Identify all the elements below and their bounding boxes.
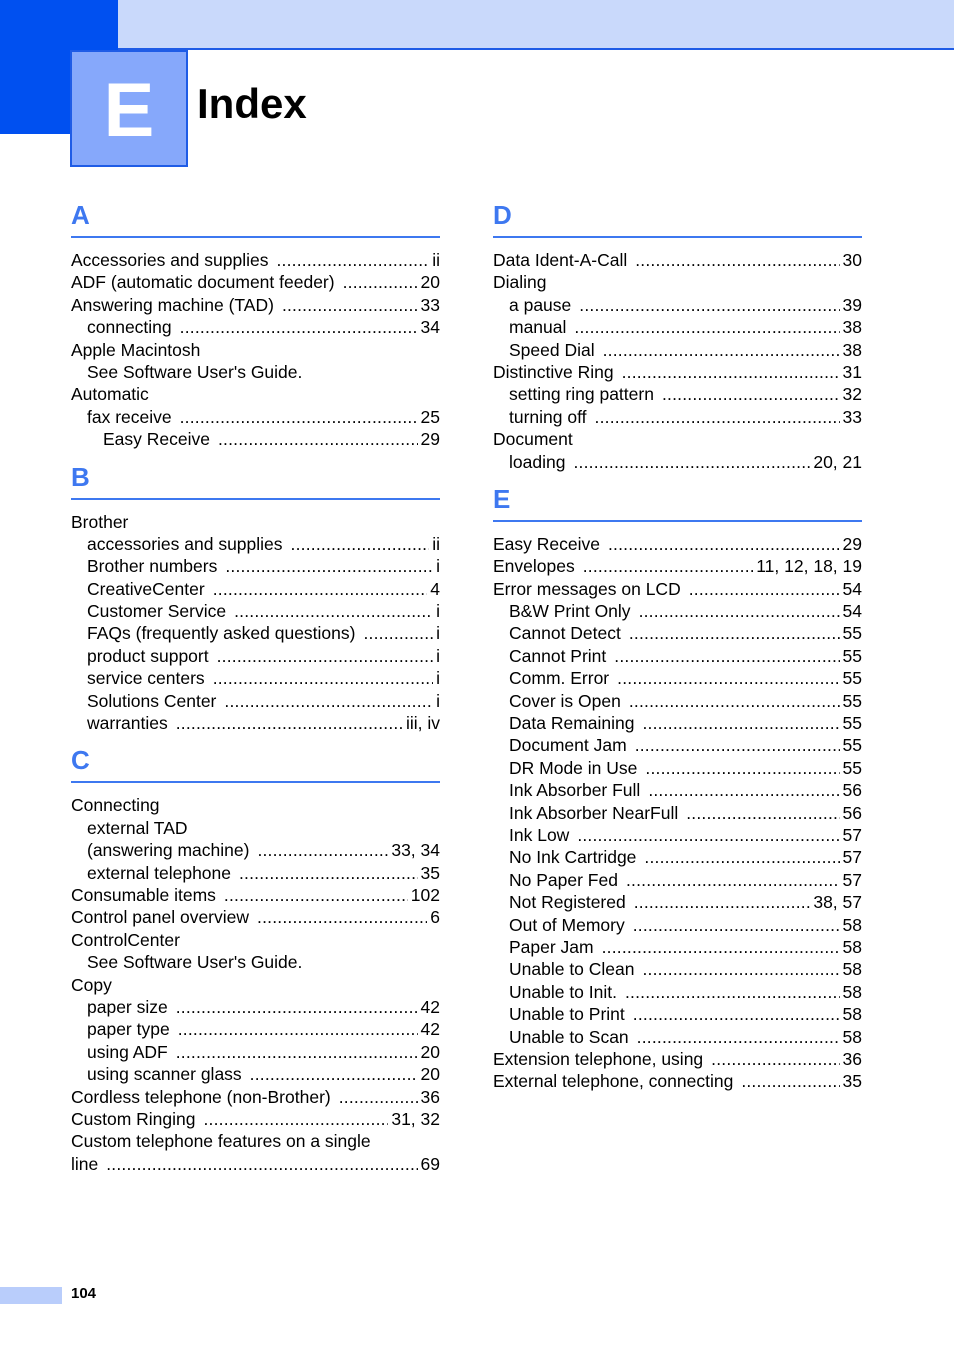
section-rule [71,236,440,238]
entry-term: line [71,1153,99,1174]
index-entry [493,734,862,756]
entry-term: manual [509,317,567,338]
index-entry [71,406,440,428]
index-entry [493,1026,862,1048]
index-entry [71,339,440,361]
dot-leader [250,1063,418,1085]
dot-leader [741,1070,839,1092]
entry-term: Error messages on LCD [493,578,681,599]
index-entry [493,779,862,801]
entry-term: FAQs (frequently asked questions) [87,623,356,644]
index-entry [71,600,440,622]
section-letter: A [71,200,90,230]
index-entry [493,936,862,958]
index-entry [493,249,862,271]
entry-term: external TAD [87,817,188,838]
entry-pages: 39 [842,294,862,315]
index-entry [71,622,440,644]
entry-pages: 55 [842,668,862,689]
index-entry [493,316,862,338]
index-entry [493,600,862,622]
entry-term: Easy Receive [493,533,600,554]
entry-term: Control panel overview [71,907,250,928]
entry-term: CreativeCenter [87,578,205,599]
entry-term: Easy Receive [103,429,210,450]
entry-pages: 20 [420,1041,440,1062]
index-entry [493,645,862,667]
dot-leader [343,271,418,293]
index-entry [493,294,862,316]
entry-pages: 20, 21 [813,451,862,472]
entry-pages: 35 [842,1071,862,1092]
index-entry [71,533,440,555]
dot-leader [689,578,840,600]
entry-pages: 55 [842,623,862,644]
section-rule [493,520,862,522]
entry-pages: 33 [420,294,440,315]
dot-leader [608,533,840,555]
index-entry [71,839,440,861]
dot-leader [626,869,840,891]
dot-leader [662,383,840,405]
entry-pages: 32 [842,384,862,405]
index-column-right [493,196,862,1100]
entry-pages: 35 [420,862,440,883]
entry-term: Ink Absorber NearFull [509,802,679,823]
entry-term: No Paper Fed [509,869,618,890]
index-entry [493,690,862,712]
entry-pages: 31, 32 [391,1108,440,1129]
entry-term: Out of Memory [509,914,625,935]
entry-term: a pause [509,294,572,315]
entry-term: Not Registered [509,892,626,913]
dot-leader [711,1048,839,1070]
chapter-letter-box [70,50,188,167]
index-entry [493,339,862,361]
dot-leader [339,1086,418,1108]
dot-leader [363,622,433,644]
entry-pages: 33, 34 [391,840,440,861]
entry-term: turning off [509,406,587,427]
dot-leader [629,690,840,712]
index-entry [493,1003,862,1025]
dot-leader [224,690,433,712]
entry-term: Copy [71,974,112,995]
footer-bar [0,1287,62,1304]
entry-pages: i [436,690,440,711]
entry-term: No Ink Cartridge [509,847,637,868]
entry-pages: ii [432,250,440,270]
entry-pages: 56 [842,802,862,823]
index-entry [71,1108,440,1130]
entry-term: ADF (automatic document feeder) [71,272,335,293]
entry-pages: 69 [420,1153,440,1174]
dot-leader [642,712,839,734]
dot-leader [595,406,840,428]
entry-pages: 30 [842,250,862,270]
entry-pages: i [436,556,440,577]
dot-leader [218,428,418,450]
index-entry [493,869,862,891]
entry-term: loading [509,451,566,472]
entry-term: Custom Ringing [71,1108,196,1129]
entry-pages: ii [432,533,440,554]
entry-pages: 6 [430,907,440,928]
entry-pages: i [436,645,440,666]
dot-leader [634,891,811,913]
entry-term: product support [87,645,209,666]
entry-term: Consumable items [71,884,216,905]
index-entry [493,533,862,555]
index-entry [493,406,862,428]
dot-leader [603,339,840,361]
section-letter: D [493,200,512,230]
entry-term: Cannot Detect [509,623,621,644]
entry-pages: 36 [420,1086,440,1107]
entry-term: ControlCenter [71,929,180,950]
dot-leader [225,555,433,577]
dot-leader [176,712,403,734]
dot-leader [622,361,840,383]
entry-pages: 38, 57 [813,892,862,913]
index-entry [71,1086,440,1108]
dot-leader [239,862,418,884]
dot-leader [217,645,434,667]
index-entry [71,794,440,816]
index-entry [493,1048,862,1070]
index-entry [493,622,862,644]
dot-leader [282,294,418,316]
entry-term: Solutions Center [87,690,217,711]
dot-leader [644,846,839,868]
index-entry [493,757,862,779]
page-title: Index [197,80,307,127]
dot-leader [633,1003,840,1025]
dot-leader [579,294,839,316]
entry-term: See Software User's Guide. [87,361,303,382]
entry-pages: 38 [842,317,862,338]
dot-leader [625,981,840,1003]
dot-leader [637,1026,840,1048]
index-entry [71,271,440,293]
entry-term: accessories and supplies [87,533,283,554]
dot-leader [602,936,840,958]
entry-pages: 31 [842,361,862,382]
entry-pages: 56 [842,780,862,801]
entry-pages: 58 [842,936,862,957]
dot-leader [645,757,839,779]
entry-pages: 20 [420,272,440,293]
dot-leader [635,734,840,756]
index-entry [71,690,440,712]
index-entry [493,361,862,383]
dot-leader [213,667,433,689]
index-entry [71,361,440,383]
index-entry [493,846,862,868]
entry-term: setting ring pattern [509,384,654,405]
entry-term: Automatic [71,384,149,405]
entry-pages: 11, 12, 18, 19 [756,556,862,577]
dot-leader [648,779,839,801]
dot-leader [204,1108,389,1130]
entry-term: Document [493,429,573,450]
entry-pages: i [436,623,440,644]
index-entry [493,383,862,405]
dot-leader [257,906,427,928]
dot-leader [614,645,839,667]
entry-term: Ink Absorber Full [509,780,641,801]
index-entry [493,451,862,473]
index-entry [71,294,440,316]
entry-pages: 55 [842,757,862,778]
index-section [71,741,440,1175]
entry-pages: 58 [842,1026,862,1047]
entry-pages: 54 [842,578,862,599]
dot-leader [635,249,839,271]
index-entry [71,906,440,928]
index-section [493,196,862,473]
dot-leader [224,884,408,906]
entry-term: Distinctive Ring [493,361,614,382]
entry-pages: 55 [842,713,862,734]
entry-term: Paper Jam [509,936,594,957]
entry-term: (answering machine) [87,840,250,861]
index-entry [71,712,440,734]
index-entry [493,981,862,1003]
dot-leader [573,451,810,473]
index-entry [71,645,440,667]
entry-term: B&W Print Only [509,601,631,622]
index-entry [71,249,440,271]
dot-leader [574,316,839,338]
dot-leader [617,667,839,689]
entry-term: Brother numbers [87,556,218,577]
entry-term: Unable to Scan [509,1026,629,1047]
entry-term: Accessories and supplies [71,250,269,270]
entry-term: Connecting [71,795,160,816]
header-band [0,0,954,50]
dot-leader [257,839,388,861]
entry-term: DR Mode in Use [509,757,638,778]
entry-term: Comm. Error [509,668,610,689]
dot-leader [583,555,754,577]
entry-pages: 57 [842,869,862,890]
entry-pages: 33 [842,406,862,427]
section-rule [71,781,440,783]
entry-pages: 55 [842,645,862,666]
section-rule [493,236,862,238]
index-entry [493,555,862,577]
dot-leader [176,996,418,1018]
entry-term: using scanner glass [87,1064,242,1085]
entry-term: Document Jam [509,735,627,756]
index-entry [493,1070,862,1092]
index-entry [71,862,440,884]
index-section [71,458,440,735]
entry-term: Dialing [493,272,547,293]
index-entry [493,428,862,450]
index-entry [71,1018,440,1040]
entry-term: Unable to Print [509,1004,625,1025]
entry-pages: i [436,668,440,689]
index-entry [71,817,440,839]
entry-pages: 42 [420,996,440,1017]
index-entry [71,511,440,533]
dot-leader [577,824,839,846]
section-letter: B [71,461,90,492]
entry-term: Ink Low [509,824,570,845]
entry-pages: i [436,601,440,622]
section-letter: C [71,745,90,776]
entry-term: fax receive [87,406,172,427]
entry-term: Unable to Init. [509,981,617,1002]
entry-term: Answering machine (TAD) [71,294,274,315]
page-number: 104 [71,1285,97,1302]
entry-term: Extension telephone, using [493,1048,704,1069]
index-entry [71,929,440,951]
index-section [71,196,440,451]
entry-pages: 58 [842,959,862,980]
entry-term: Cannot Print [509,645,607,666]
entry-pages: 57 [842,847,862,868]
entry-term: Data Remaining [509,713,635,734]
entry-term: Envelopes [493,556,575,577]
index-entry [493,271,862,293]
index-entry [71,884,440,906]
index-entry [71,428,440,450]
entry-pages: 20 [420,1064,440,1085]
entry-pages: 58 [842,981,862,1002]
dot-leader [276,249,429,271]
entry-pages: 36 [842,1048,862,1069]
entry-pages: 54 [842,601,862,622]
section-rule [71,498,440,500]
entry-pages: 29 [842,533,862,554]
dot-leader [639,600,840,622]
index-entry [71,555,440,577]
dot-leader [291,533,430,555]
index-entry [71,996,440,1018]
index-entry [71,578,440,600]
index-entry [493,802,862,824]
entry-pages: 25 [420,406,440,427]
entry-pages: 4 [430,578,440,599]
entry-term: external telephone [87,862,231,883]
dot-leader [643,958,840,980]
index-entry [71,974,440,996]
index-entry [493,824,862,846]
dot-leader [633,914,840,936]
entry-pages: 42 [420,1019,440,1040]
entry-pages: 55 [842,735,862,756]
dot-leader [106,1153,417,1175]
entry-pages: iii, iv [405,713,440,734]
entry-term: Brother [71,511,129,532]
index-entry [493,667,862,689]
dot-leader [629,622,840,644]
dot-leader [180,406,418,428]
dot-leader [213,578,428,600]
entry-term: service centers [87,668,205,689]
index-entry [71,1063,440,1085]
entry-term: warranties [87,713,168,734]
entry-pages: 29 [420,429,440,450]
entry-term: using ADF [87,1041,168,1062]
entry-term: Custom telephone features on a single [71,1131,371,1152]
section-letter: E [493,483,511,514]
index-entry [71,1130,440,1152]
index-entry [71,1153,440,1175]
entry-term: Cover is Open [509,690,621,711]
entry-term: paper size [87,996,168,1017]
index-entry [71,1041,440,1063]
entry-term: Customer Service [87,601,227,622]
entry-pages: 57 [842,824,862,845]
index-entry [71,316,440,338]
entry-pages: 55 [842,690,862,711]
index-column-left [71,196,440,1182]
entry-pages: 34 [420,317,440,338]
dot-leader [234,600,433,622]
entry-pages: 58 [842,1004,862,1025]
entry-term: External telephone, connecting [493,1071,734,1092]
entry-term: Cordless telephone (non-Brother) [71,1086,331,1107]
index-entry [493,578,862,600]
entry-term: Unable to Clean [509,959,635,980]
entry-term: Apple Macintosh [71,339,201,360]
dot-leader [180,316,418,338]
entry-term: Speed Dial [509,339,595,360]
index-entry [71,667,440,689]
chapter-letter: E [103,68,155,153]
entry-term: Data Ident-A-Call [493,250,628,270]
index-entry [493,712,862,734]
index-entry [71,383,440,405]
entry-pages: 38 [842,339,862,360]
dot-leader [686,802,839,824]
dot-leader [176,1041,418,1063]
dot-leader [178,1018,418,1040]
index-section [493,480,862,1093]
index-entry [493,914,862,936]
index-entry [493,891,862,913]
index-entry [493,958,862,980]
entry-pages: 58 [842,914,862,935]
entry-pages: 102 [410,884,440,905]
entry-term: See Software User's Guide. [87,952,303,973]
entry-term: connecting [87,317,172,338]
entry-term: paper type [87,1019,170,1040]
index-entry [71,951,440,973]
